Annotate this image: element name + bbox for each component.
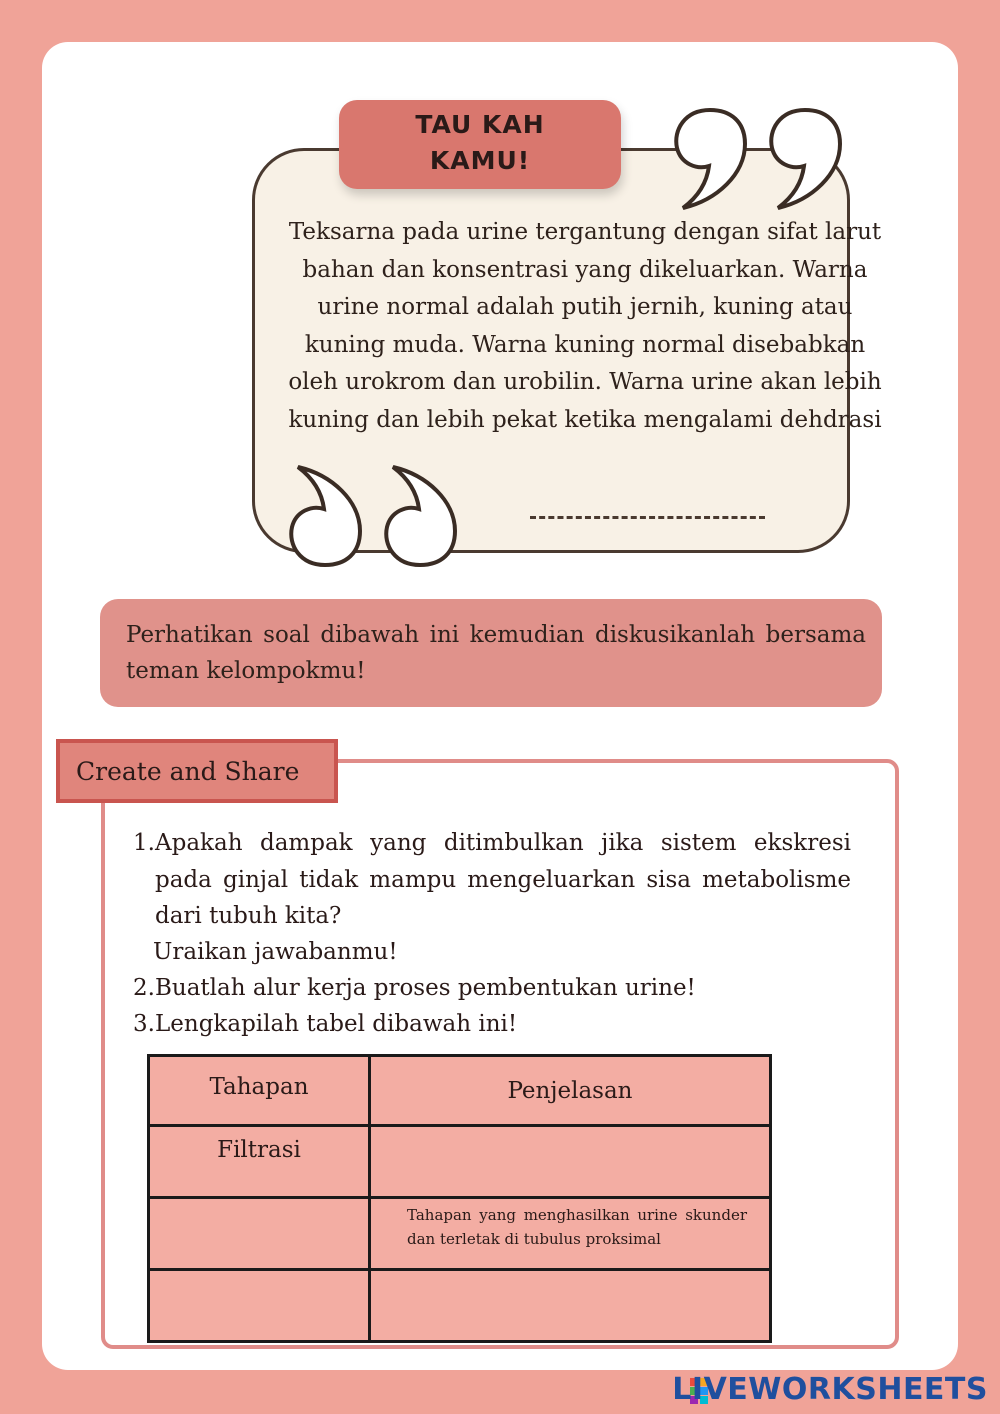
table-row <box>149 1270 771 1342</box>
row-2-tahapan[interactable] <box>149 1198 370 1270</box>
instruction-banner <box>100 599 882 707</box>
opening-quote-icon <box>280 455 470 575</box>
info-title-line1: TAU KAH <box>415 110 545 139</box>
info-text: Teksarna pada urine tergantung dengan sifat larut bahan dan konsentrasi yang dikeluarkan. Warna urine normal adalah putih jernih, kuning atau kuning muda. Warna kuning normal disebabkan oleh urokrom dan urobilin. Warna urine akan lebih kuning dan lebih pekat ketika mengalami dehdrasi <box>288 219 882 433</box>
question-3 <box>133 1006 851 1043</box>
section-title-tag <box>56 739 338 803</box>
question-2-number: 2. <box>133 975 155 1001</box>
closing-quote-icon <box>665 100 855 220</box>
row-2-penjelasan: Tahapan yang menghasilkan urine skunder dan terletak di tubulus proksimal <box>370 1198 771 1270</box>
question-1-extra: Uraikan jawabanmu! <box>153 939 398 965</box>
row-3-penjelasan[interactable] <box>370 1270 771 1342</box>
brand-logo-text: LIVEWORKSHEETS <box>672 1372 988 1407</box>
section-title: Create and Share <box>76 757 300 786</box>
row-1-penjelasan[interactable] <box>370 1126 771 1198</box>
question-1-text: Apakah dampak yang ditimbulkan jika sistem ekskresi pada ginjal tidak mampu mengeluarkan sisa metabolisme dari tubuh kita? <box>155 830 851 929</box>
header-tahapan: Tahapan <box>149 1056 370 1126</box>
table-header-row <box>149 1056 771 1126</box>
row-3-tahapan[interactable] <box>149 1270 370 1342</box>
info-title-line2: KAMU! <box>429 146 531 175</box>
question-3-number: 3. <box>133 1011 155 1037</box>
question-2-text: Buatlah alur kerja proses pembentukan urine! <box>155 975 696 1001</box>
table-row <box>149 1126 771 1198</box>
info-title-tag <box>339 100 621 189</box>
stages-table <box>147 1054 772 1343</box>
header-penjelasan: Penjelasan <box>370 1056 771 1126</box>
question-1-number: 1. <box>133 830 155 856</box>
table-row <box>149 1198 771 1270</box>
question-2 <box>133 970 851 1007</box>
question-1 <box>133 825 851 975</box>
decorative-dashed-line <box>530 516 765 521</box>
question-3-text: Lengkapilah tabel dibawah ini! <box>155 1011 518 1037</box>
row-1-tahapan[interactable]: Filtrasi <box>149 1126 370 1198</box>
instruction-text: Perhatikan soal dibawah ini kemudian diskusikanlah bersama teman kelompokmu! <box>126 622 866 684</box>
